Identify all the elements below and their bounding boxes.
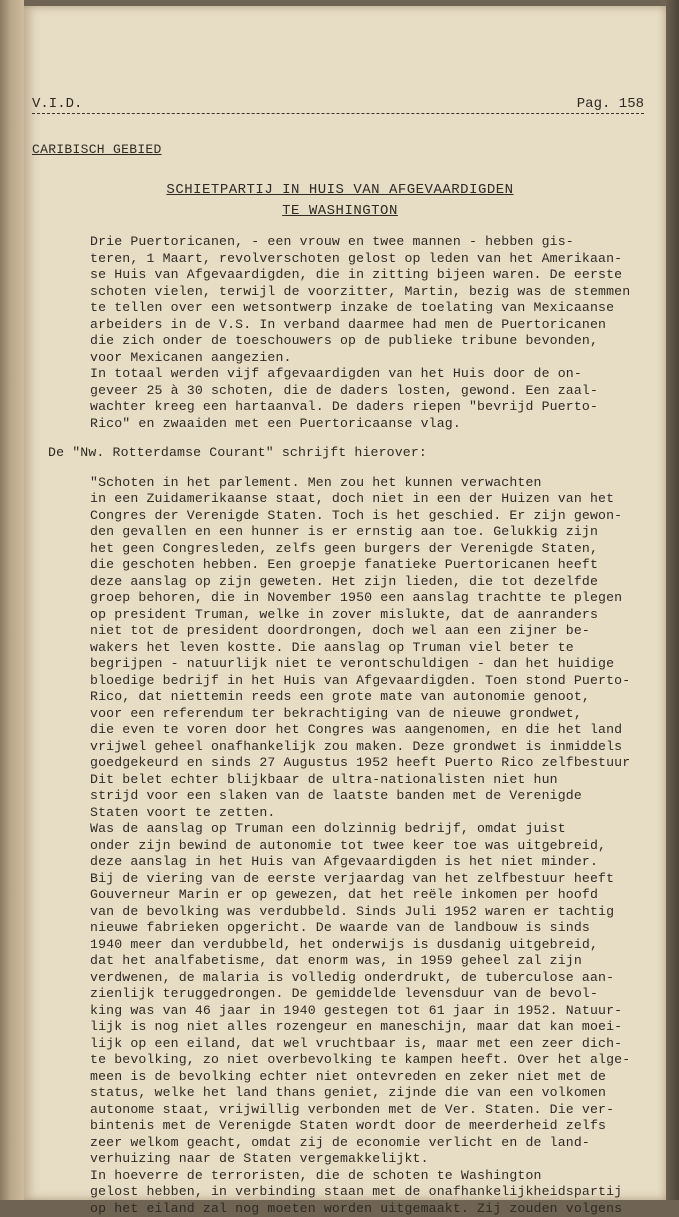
typewritten-page [24, 6, 666, 1200]
text-line: die even te voren door het Congres was aangenomen, en die het land [90, 722, 650, 739]
text-line: De "Nw. Rotterdamse Courant" schrijft hierover: [48, 445, 650, 462]
book-binding [0, 0, 24, 1200]
section-heading: CARIBISCH GEBIED [32, 142, 162, 157]
paragraph-gap [90, 432, 650, 445]
header-source: V.I.D. [32, 96, 82, 112]
article-title-line-1: SCHIETPARTIJ IN HUIS VAN AFGEVAARDIGDEN [24, 182, 656, 198]
text-line: Rico, dat niettemin reeds een grote mate van autonomie genoot, [90, 689, 650, 706]
text-line: zienlijk teruggedrongen. De gemiddelde levensduur van de bevol- [90, 986, 650, 1003]
text-line: den gevallen en een hunner is er ernstig aan toe. Gelukkig zijn [90, 524, 650, 541]
text-line: se Huis van Afgevaardigden, die in zitting bijeen waren. De eerste [90, 267, 650, 284]
text-line: van de bevolking was verdubbeld. Sinds Juli 1952 waren er tachtig [90, 904, 650, 921]
text-line: geveer 25 à 30 schoten, die de daders losten, gewond. Een zaal- [90, 383, 650, 400]
text-line: Drie Puertoricanen, - een vrouw en twee mannen - hebben gis- [90, 234, 650, 251]
text-line: wakers het leven kostte. Die aanslag op Truman viel beter te [90, 640, 650, 657]
text-line: strijd voor een slaken van de laatste banden met de Verenigde [90, 788, 650, 805]
text-line: niet tot de president doordrongen, doch wel aan een zijner be- [90, 623, 650, 640]
text-line: meen is de bevolking echter niet ontevreden en zeker niet met de [90, 1069, 650, 1086]
text-line: Staten voort te zetten. [90, 805, 650, 822]
text-line: in een Zuidamerikaanse staat, doch niet in een der Huizen van het [90, 491, 650, 508]
text-line: bintenis met de Verenigde Staten wordt door de meerderheid zelfs [90, 1118, 650, 1135]
text-line: onder zijn bewind de autonomie tot twee keer toe was uitgebreid, [90, 838, 650, 855]
text-line: Was de aanslag op Truman een dolzinnig bedrijf, omdat juist [90, 821, 650, 838]
text-line: voor een referendum ter bekrachtiging van de nieuwe grondwet, [90, 706, 650, 723]
text-line: gelost hebben, in verbinding staan met de onafhankelijkheidspartij [90, 1184, 650, 1201]
text-line: op het eiland zal nog moeten worden uitgemaakt. Zij zouden volgens [90, 1201, 650, 1217]
text-line: Dit belet echter blijkbaar de ultra-nationalisten niet hun [90, 772, 650, 789]
paragraph [90, 445, 650, 462]
page-edge-shadow [666, 0, 679, 1200]
text-line: voor Mexicanen aangezien. [90, 350, 650, 367]
text-line: lijk is nog niet alles rozengeur en maneschijn, maar dat kan moei- [90, 1019, 650, 1036]
text-line: Gouverneur Marin er op gewezen, dat het reële inkomen per hoofd [90, 887, 650, 904]
paragraph-gap [90, 462, 650, 475]
text-line: vrijwel geheel onafhankelijk zou maken. Deze grondwet is inmiddels [90, 739, 650, 756]
text-line: Bij de viering van de eerste verjaardag van het zelfbestuur heeft [90, 871, 650, 888]
text-line: dat het analfabetisme, dat enorm was, in 1959 geheel zal zijn [90, 953, 650, 970]
text-line: wachter kreeg een hartaanval. De daders riepen "bevrijd Puerto- [90, 399, 650, 416]
text-line: begrijpen - natuurlijk niet te verontschuldigen - dan het huidige [90, 656, 650, 673]
page-header [32, 96, 644, 114]
text-line: te tellen over een wetsontwerp inzake de toelating van Mexicaanse [90, 300, 650, 317]
text-line: verdwenen, de malaria is volledig onderdrukt, de tuberculose aan- [90, 970, 650, 987]
text-line: schoten vielen, terwijl de voorzitter, Martin, bezig was de stemmen [90, 284, 650, 301]
text-line: goedgekeurd en sinds 27 Augustus 1952 heeft Puerto Rico zelfbestuur [90, 755, 650, 772]
text-line: king was van 46 jaar in 1940 gestegen tot 61 jaar in 1952. Natuur- [90, 1003, 650, 1020]
text-line: autonome staat, vrijwillig verbonden met de Ver. Staten. Die ver- [90, 1102, 650, 1119]
text-line: lijk op een eiland, dat wel vruchtbaar is, maar met een zeer dich- [90, 1036, 650, 1053]
text-line: arbeiders in de V.S. In verband daarmee had men de Puertoricanen [90, 317, 650, 334]
page-number: Pag. 158 [577, 96, 644, 112]
text-line: status, welke het land thans geniet, zijnde die van een volkomen [90, 1085, 650, 1102]
text-line: nieuwe fabrieken opgericht. De waarde van de landbouw is sinds [90, 920, 650, 937]
paragraph [90, 234, 650, 432]
text-line: die zich onder de toeschouwers op de publieke tribune bevonden, [90, 333, 650, 350]
text-line: te bevolking, zo niet overbevolking te kampen heeft. Over het alge- [90, 1052, 650, 1069]
text-line: bloedige bedrijf in het Huis van Afgevaardigden. Toen stond Puerto- [90, 673, 650, 690]
text-line: op president Truman, welke in zover mislukte, dat de aanranders [90, 607, 650, 624]
text-line: die geschoten hebben. Een groepje fanatieke Puertoricanen heeft [90, 557, 650, 574]
text-line: verhuizing naar de Staten vergemakkelijkt. [90, 1151, 650, 1168]
article-title-line-2: TE WASHINGTON [24, 203, 656, 219]
text-line: In hoeverre de terroristen, die de schoten te Washington [90, 1168, 650, 1185]
text-line: Congres der Verenigde Staten. Toch is het geschied. Er zijn gewon- [90, 508, 650, 525]
text-line: Rico" en zwaaiden met een Puertoricaanse vlag. [90, 416, 650, 433]
text-line: teren, 1 Maart, revolverschoten gelost op leden van het Amerikaan- [90, 251, 650, 268]
article-body [90, 234, 650, 1217]
text-line: In totaal werden vijf afgevaardigden van het Huis door de on- [90, 366, 650, 383]
text-line: 1940 meer dan verdubbeld, het onderwijs is dusdanig uitgebreid, [90, 937, 650, 954]
text-line: groep behoren, die in November 1950 een aanslag trachtte te plegen [90, 590, 650, 607]
text-line: "Schoten in het parlement. Men zou het kunnen verwachten [90, 475, 650, 492]
text-line: deze aanslag in het Huis van Afgevaardigden is het niet minder. [90, 854, 650, 871]
text-line: zeer welkom geacht, omdat zij de economie verlicht en de land- [90, 1135, 650, 1152]
text-line: het geen Congresleden, zelfs geen burgers der Verenigde Staten, [90, 541, 650, 558]
paragraph [90, 475, 650, 1217]
text-line: deze aanslag op zijn geweten. Het zijn lieden, die tot dezelfde [90, 574, 650, 591]
